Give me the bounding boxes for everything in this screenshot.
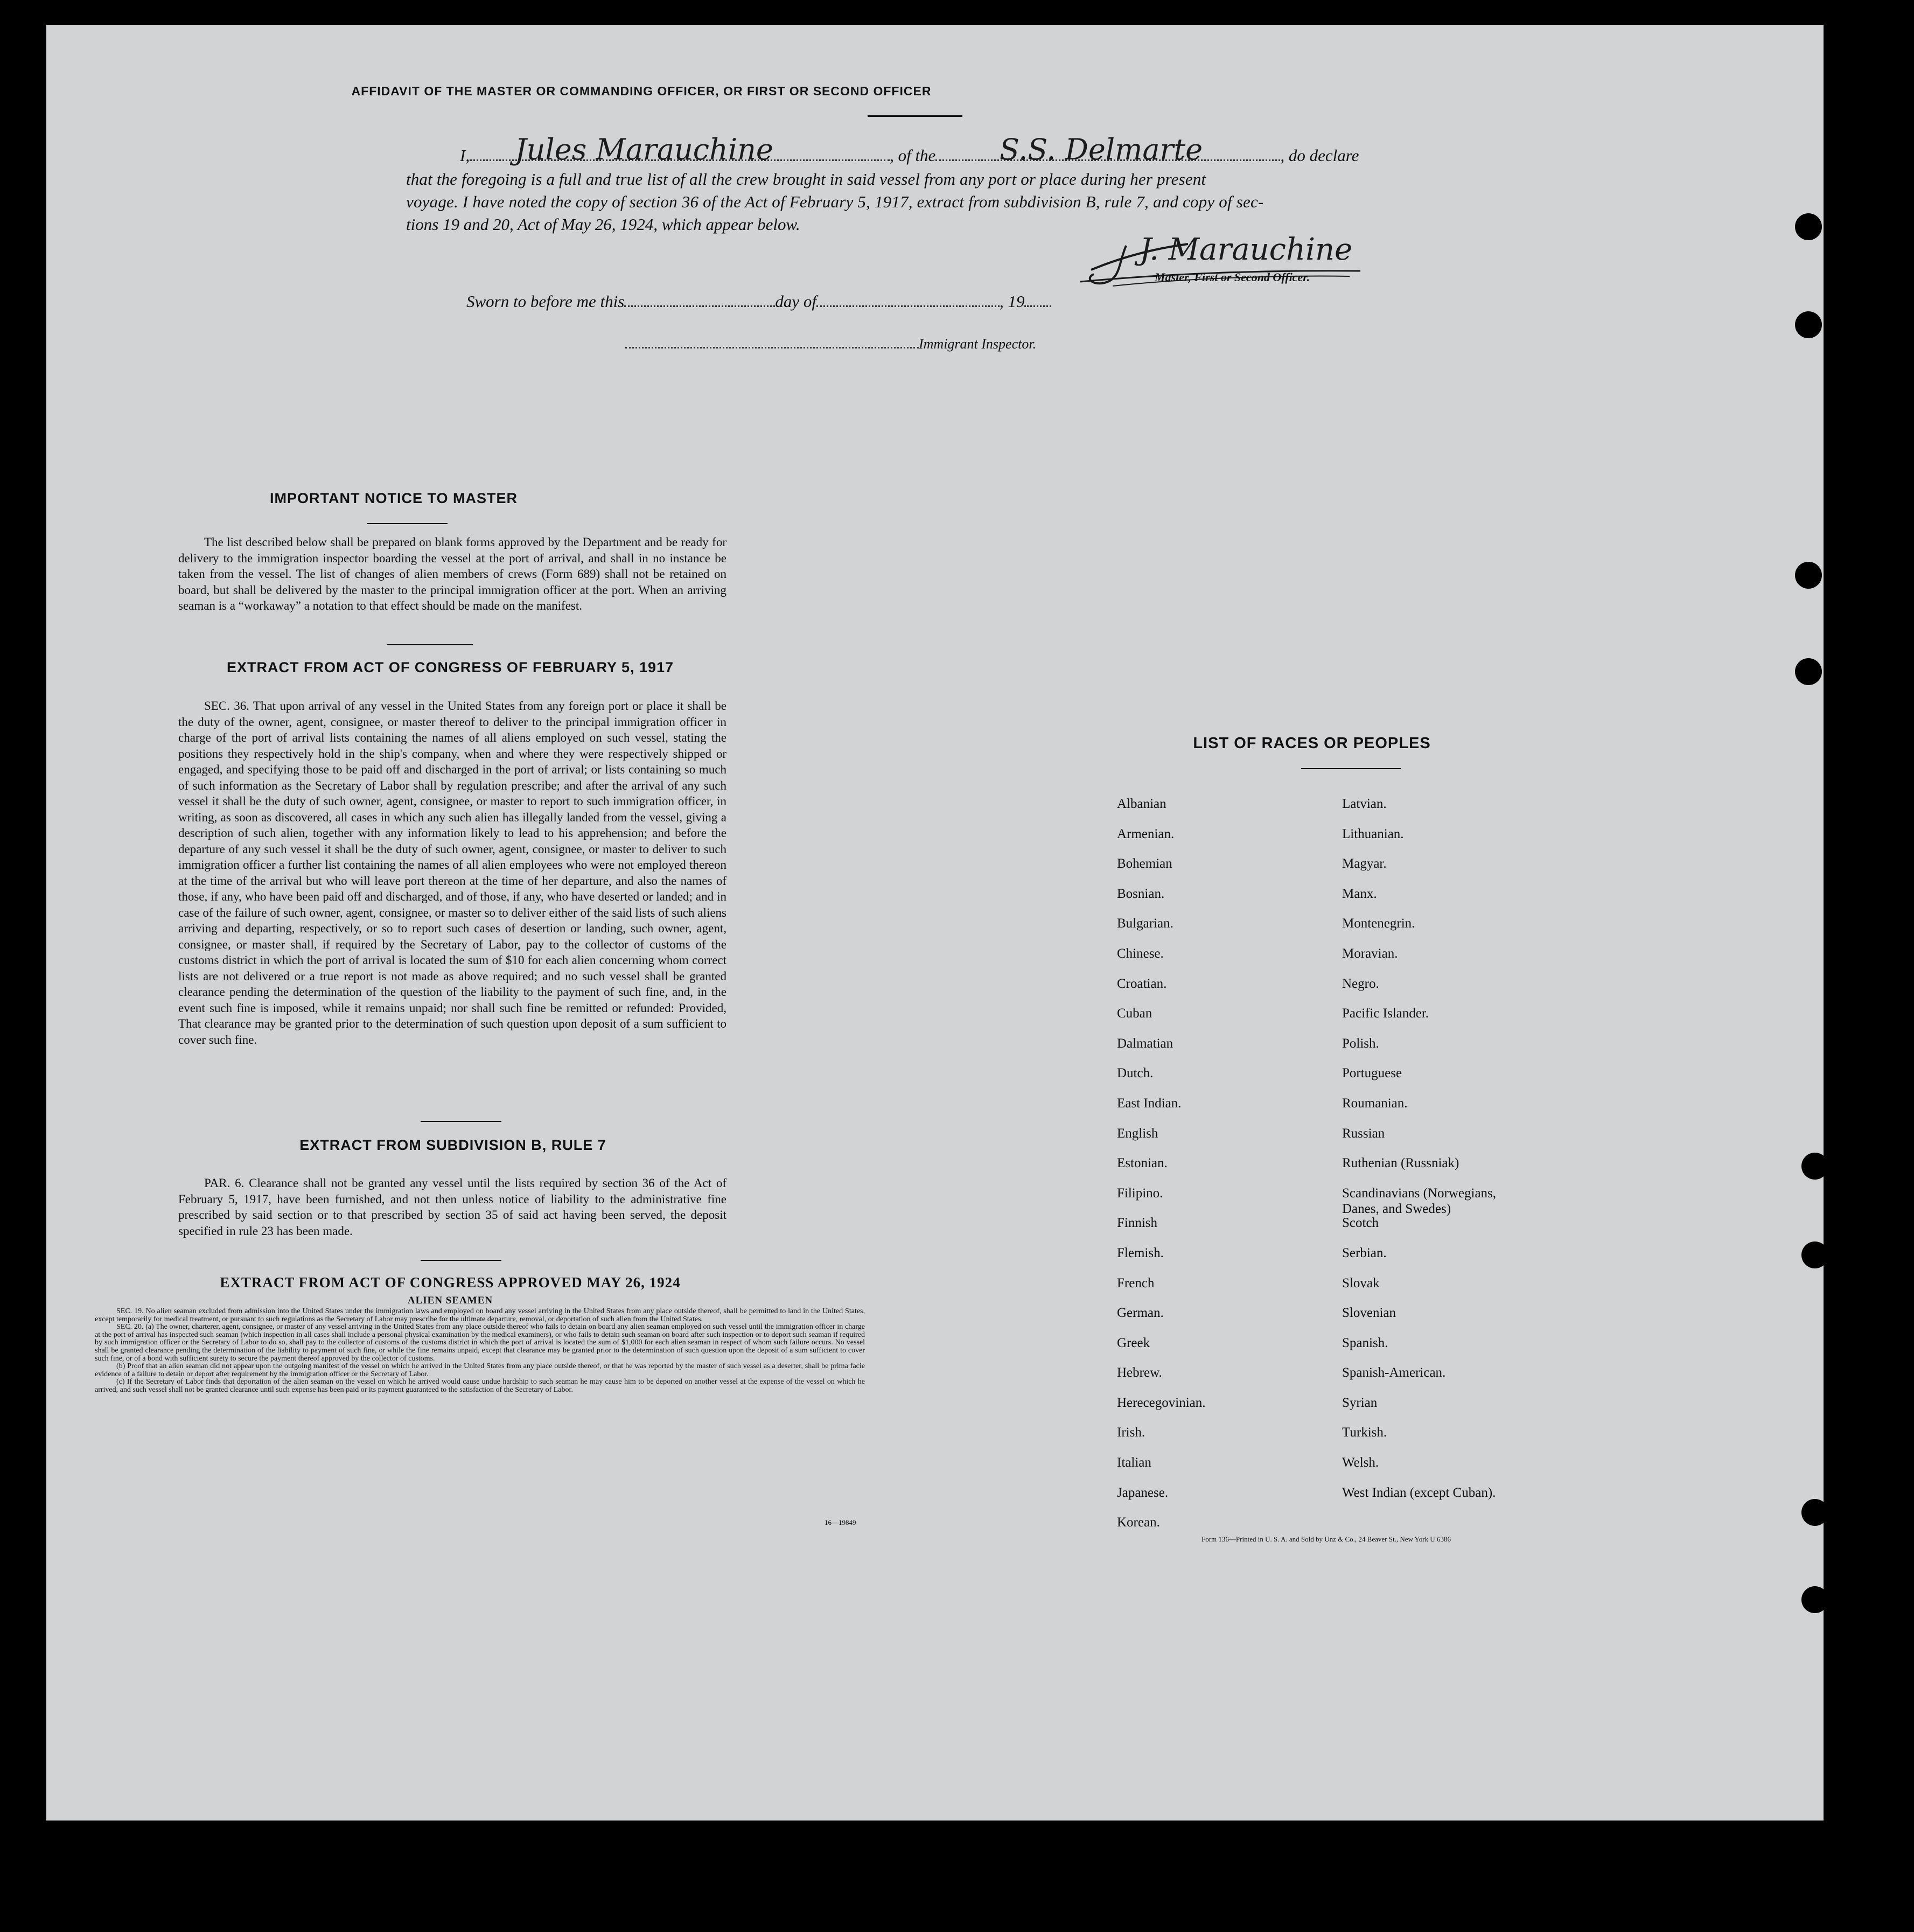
race-item: Roumanian. [1342, 1096, 1408, 1111]
race-item: Welsh. [1342, 1455, 1379, 1470]
notice-divider [367, 523, 448, 524]
inspector-line [625, 336, 1036, 352]
race-item: Scandinavians (Norwegians, Danes, and Swedes) [1342, 1185, 1497, 1216]
races-title: LIST OF RACES OR PEOPLES [1193, 735, 1431, 752]
race-item: Serbian. [1342, 1245, 1387, 1260]
race-item: German. [1117, 1306, 1164, 1321]
race-item: Filipino. [1117, 1185, 1163, 1201]
race-item: Syrian [1342, 1395, 1378, 1410]
extract-1917-text: SEC. 36. That upon arrival of any vessel in the United States from any foreign port or place it shall be the duty of the owner, agent, consignee, or master thereof to deliver to the principal immigration officer in charge of the port of arrival lists containing the names of all aliens employed on such vessel, stating the positions they respectively hold in the ship's company, when and where they were respectively shipped or engaged, and specifying those to be paid off and discharged in the port of arrival; or lists containing so much of such information as the Secretary of Labor shall by regulation prescribe; and after the arrival of any such vessel it shall be the duty of such owner, agent, consignee, or master to report to such immigration officer, in writing, as soon as discovered, all cases in which any such alien has illegally landed from the vessel, giving a description of such alien, together with any information likely to lead to his apprehension; and before the departure of any such vessel it shall be the duty of such owner, agent, consignee, or master to deliver to such immigration officer a further list containing the names of all alien employees who were not employed thereon at the time of the arrival but who will leave port thereon at the time of her departure, and also the names of those, if any, who have been paid off and discharged, and of those, if any, who have deserted or landed; and in case of the failure of such owner, agent, consignee, or master so to deliver either of the said lists of such aliens arriving and departing, respectively, or so to report such cases of desertion or landing, such owner, agent, consignee, or master shall, if required by the Secretary of Labor, pay to the collector of customs of the customs district in which the port of arrival is located the sum of $10 for each alien concerning whom correct lists are not delivered or a true report is not made as above required; and no such vessel shall be granted clearance pending the determination of the question of the liability to the payment of such fine, and, in the event such fine is imposed, while it remains unpaid; nor shall such fine be remitted or refunded: Provided, That clearance may be granted prior to the determination of such question upon deposit of a sum sufficient to cover such fine. [178, 699, 727, 1047]
extract-1924-subtitle: ALIEN SEAMEN [407, 1295, 493, 1306]
extract-1924-title: EXTRACT FROM ACT OF CONGRESS APPROVED MAY 26, 1924 [220, 1274, 681, 1291]
binder-hole [1801, 1586, 1828, 1613]
race-item: Korean. [1117, 1515, 1160, 1530]
race-item: Scotch [1342, 1216, 1379, 1231]
sworn-day-blank [624, 304, 775, 307]
sworn-line [466, 292, 1051, 311]
race-item: Estonian. [1117, 1156, 1168, 1171]
race-item: Portuguese [1342, 1066, 1402, 1081]
race-item: Negro. [1342, 976, 1379, 991]
race-item: French [1117, 1275, 1155, 1291]
race-item: Dutch. [1117, 1066, 1154, 1081]
race-item: English [1117, 1126, 1158, 1141]
race-item: Russian [1342, 1126, 1385, 1141]
race-item: Cuban [1117, 1006, 1152, 1021]
notice-title: IMPORTANT NOTICE TO MASTER [270, 490, 518, 506]
affidavit-line-4: tions 19 and 20, Act of May 26, 1924, which appear below. [406, 215, 800, 234]
affidavit-declare: , do declare [1280, 146, 1359, 165]
races-divider [1301, 768, 1401, 769]
race-item: Croatian. [1117, 976, 1167, 991]
notice-text: The list described below shall be prepared on blank forms approved by the Department and be ready for delivery to the immigration inspector boarding the vessel at the port of arrival, and shall in no instance be taken from the vessel. The list of changes of alien members of crews (Form 689) shall not be retained on board, but shall be delivered by the master to the principal immigration officer at the port. When an arriving seaman is a “workaway” a notation to that effect should be made on the manifest. [178, 535, 727, 612]
inspector-blank [625, 346, 919, 348]
rule7-title: EXTRACT FROM SUBDIVISION B, RULE 7 [299, 1137, 606, 1153]
extract-1917-divider [421, 1121, 501, 1122]
binder-hole [1795, 311, 1822, 338]
race-item: Hebrew. [1117, 1365, 1162, 1380]
race-item: Greek [1117, 1335, 1150, 1350]
race-item: Slovenian [1342, 1306, 1396, 1321]
race-item: Japanese. [1117, 1485, 1169, 1500]
binder-hole [1795, 562, 1822, 589]
race-item: Spanish-American. [1342, 1365, 1446, 1380]
race-item: Polish. [1342, 1036, 1379, 1051]
race-item: Bosnian. [1117, 886, 1165, 901]
document-page [46, 25, 1824, 1821]
binder-hole [1801, 1241, 1828, 1268]
sworn-year: , 19 [999, 292, 1025, 311]
form-print-footer: Form 136—Printed in U. S. A. and Sold by Unz & Co., 24 Beaver St., New York U 6386 [1202, 1535, 1451, 1543]
race-item: Herecegovinian. [1117, 1395, 1206, 1410]
affidavit-i: I, [460, 146, 470, 165]
notice-end-divider [387, 644, 473, 645]
rule7-divider [421, 1260, 501, 1261]
sworn-month-blank [816, 304, 1000, 307]
race-item: Manx. [1342, 886, 1377, 901]
race-item: Bohemian [1117, 856, 1172, 871]
race-item: Bulgarian. [1117, 916, 1173, 931]
race-item: Moravian. [1342, 946, 1398, 961]
sec19-text: SEC. 19. No alien seaman excluded from admission into the United States under the immigration laws and employed on board any vessel arriving in the United States from any place outside thereof, shall be permitted to land in the United States, except temporarily for medical treatment, or pursuant to such regulations as the Secretary of Labor may prescribe for the ultimate departure, removal, or deportation of such alien from the United States. [95, 1307, 865, 1323]
handwritten-signature: J. Marauchine [1140, 232, 1353, 267]
race-item: Magyar. [1342, 856, 1387, 871]
race-item: Italian [1117, 1455, 1151, 1470]
race-item: West Indian (except Cuban). [1342, 1485, 1496, 1500]
affidavit-line-2: that the foregoing is a full and true list of all the crew brought in said vessel from any port or place during her present [406, 170, 1206, 189]
title-divider [868, 115, 962, 117]
sworn-day-of: day of [775, 292, 816, 311]
handwritten-master-name: Jules Marauchine [515, 132, 773, 166]
binder-hole [1795, 213, 1822, 240]
race-item: Albanian [1117, 797, 1166, 811]
race-item: Montenegrin. [1342, 916, 1415, 931]
race-item: Armenian. [1117, 826, 1175, 841]
affidavit-of-the: , of the [890, 146, 936, 165]
sworn-year-blank [1024, 304, 1051, 307]
race-item: Slovak [1342, 1275, 1380, 1291]
races-left-column [1117, 796, 1206, 1545]
race-item: Chinese. [1117, 946, 1164, 961]
form-number: 16—19849 [825, 1518, 856, 1526]
affidavit-title: AFFIDAVIT OF THE MASTER OR COMMANDING OFFICER, OR FIRST OR SECOND OFFICER [351, 84, 932, 98]
sec20a-text: SEC. 20. (a) The owner, charterer, agent, consignee, or master of any vessel arriving in the United States from any place outside thereof who fails to detain on board any alien seaman employed on such vessel until the immigration officer in charge at the port of arrival has inspected such seaman (which inspection in all cases shall include a personal physical examination by the medical examiners), or who fails to detain such seaman on board after such inspection or to deport such seaman if required by such immigration officer or the Secretary of Labor to do so, shall pay to the collector of customs of the customs district in which the port of arrival is located the sum of $1,000 for each alien seaman in respect of whom such failure occurs. No vessel shall be granted clearance pending the determination of the liability to payment of such fine, or while the fine remains unpaid, except that clearance may be granted prior to the determination of such question upon the deposit of a sum sufficient to cover such fine, or of a bond with sufficient surety to secure the payment thereof approved by the collector of customs. [95, 1323, 865, 1363]
binder-hole [1801, 1499, 1828, 1526]
race-item: Ruthenian (Russniak) [1342, 1156, 1459, 1171]
race-item: Irish. [1117, 1425, 1145, 1440]
races-right-column [1342, 796, 1496, 1515]
race-item: Spanish. [1342, 1335, 1388, 1350]
race-item: East Indian. [1117, 1096, 1182, 1111]
extract-1924-text [95, 1308, 865, 1394]
extract-1917-title: EXTRACT FROM ACT OF CONGRESS OF FEBRUARY 5, 1917 [226, 659, 674, 675]
race-item: Finnish [1117, 1216, 1158, 1231]
signature-caption: Master, First or Second Officer. [1155, 270, 1310, 284]
sec20b-text: (b) Proof that an alien seaman did not appear upon the outgoing manifest of the vessel on which he arrived in the United States from any place outside thereof, or that he was reported by the master of such vessel as a deserter, shall be prima facie evidence of a failure to detain or deport after requirement by the immigration officer or the Secretary of Labor. [95, 1362, 865, 1378]
rule7-text: PAR. 6. Clearance shall not be granted any vessel until the lists required by section 36 of the Act of February 5, 1917, have been furnished, and not then unless notice of liability to the administrative fine prescribed by said section or to that prescribed by section 35 of said act having been served, the deposit specified in rule 23 has been made. [178, 1176, 727, 1238]
race-item: Lithuanian. [1342, 826, 1404, 841]
race-item: Dalmatian [1117, 1036, 1173, 1051]
race-item: Flemish. [1117, 1245, 1164, 1260]
affidavit-line-3: voyage. I have noted the copy of section 36 of the Act of February 5, 1917, extract from subdivision B, rule 7, and copy of sec- [406, 192, 1264, 211]
handwritten-vessel-name: S.S. Delmarte [1000, 132, 1203, 166]
race-item: Turkish. [1342, 1425, 1387, 1440]
race-item: Latvian. [1342, 797, 1387, 811]
sworn-text: Sworn to before me this [466, 292, 625, 311]
inspector-caption: Immigrant Inspector. [919, 336, 1037, 352]
sec20c-text: (c) If the Secretary of Labor finds that deportation of the alien seaman on the vessel on which he arrived would cause undue hardship to such seaman he may cause him to be deported on another vessel at the expense of the vessel on which he arrived, and such vessel shall not be granted clearance until such expense has been paid or its payment guaranteed to the satisfaction of the Secretary of Labor. [95, 1378, 865, 1394]
binder-hole [1795, 658, 1822, 685]
race-item: Pacific Islander. [1342, 1006, 1429, 1021]
binder-hole [1801, 1153, 1828, 1180]
